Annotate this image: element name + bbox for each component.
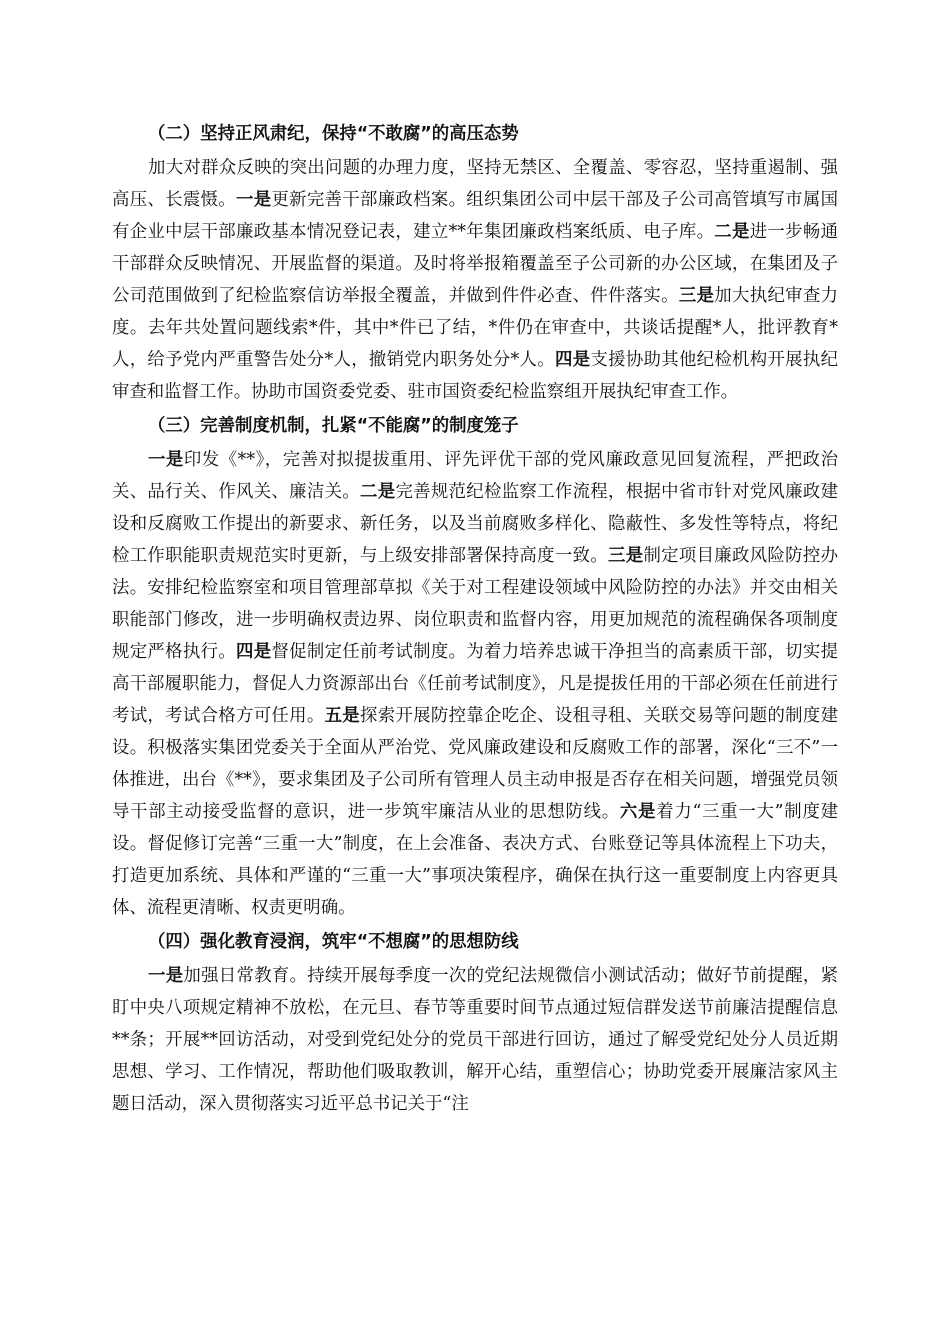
section-heading-3: （三）完善制度机制，扎紧“不能腐”的制度笼子 — [148, 416, 519, 436]
bold-marker: 四是 — [554, 350, 591, 370]
bold-marker: 一是 — [148, 450, 184, 470]
bold-marker: 二是 — [714, 222, 750, 242]
bold-marker: 五是 — [324, 706, 361, 726]
text-run: 更新完善干部廉政档案。组织集团公司中层干部及子公司高管填写市属国有企业中层干部廉政基本情况登记表，建立**年集团廉政档案纸质、电子库。 — [112, 190, 838, 242]
text-run: 支援协助其他纪检机构开展执纪审查和监督工作。协助市国资委党委、驻市国资委纪检监察组开展执纪审查工作。 — [112, 350, 838, 402]
bold-marker: 四是 — [236, 642, 272, 662]
bold-marker: 三是 — [678, 286, 715, 306]
text-run: 督促制定任前考试制度。为着力培养忠诚干净担当的高素质干部，切实提高干部履职能力，督促人力资源部出台《任前考试制度》，凡是提拔任用的干部必须在任前进行考试，考试合格方可任用。 — [112, 642, 838, 726]
text-run: 加大执纪审查力度。去年共处置问题线索*件，其中*件已了结，*件仍在审查中，共谈话提醒*人，批评教育*人，给予党内严重警告处分*人，撤销党内职务处分*人。 — [112, 286, 838, 370]
text-run: 探索开展防控靠企吃企、设租寻租、关联交易等问题的制度建设。积极落实集团党委关于全面从严治党、党风廉政建设和反腐败工作的部署，深化“三不”一体推进，出台《**》，要求集团及子公司所有管理人员主动申报是否存在相关问题，增强党员领导干部主动接受监督的意识，进一步筑牢廉洁从业的思想防线。 — [112, 706, 838, 822]
section-heading-2: （二）坚持正风肃纪，保持“不敢腐”的高压态势 — [148, 124, 519, 144]
text-run: 进一步畅通干部群众反映情况、开展监督的渠道。及时将举报箱覆盖至子公司新的办公区域，在集团及子公司范围做到了纪检监察信访举报全覆盖，并做到件件必查、件件落实。 — [112, 222, 838, 306]
bold-marker: 一是 — [236, 190, 272, 210]
text-run: 加强日常教育。持续开展每季度一次的党纪法规微信小测试活动；做好节前提醒，紧盯中央八项规定精神不放松，在元旦、春节等重要时间节点通过短信群发送节前廉洁提醒信息**条；开展**回访活动，对受到党纪处分的党员干部进行回访，通过了解受党纪处分人员近期思想、学习、工作情况，帮助他们吸取教训，解开心结，重塑信心；协助党委开展廉洁家风主题日活动，深入贯彻落实习近平总书记关于“注 — [112, 966, 838, 1114]
document-page — [112, 118, 838, 1122]
text-run: 印发《**》，完善对拟提拔重用、评先评优干部的党风廉政意见回复流程，严把政治关、品行关、作风关、廉洁关。 — [112, 450, 838, 502]
text-run: 完善规范纪检监察工作流程，根据中省市针对党风廉政建设和反腐败工作提出的新要求、新任务，以及当前腐败多样化、隐蔽性、多发性等特点，将纪检工作职能职责规范实时更新，与上级安排部署保持高度一致。 — [112, 482, 838, 566]
section-heading-4: （四）强化教育浸润，筑牢“不想腐”的思想防线 — [148, 932, 519, 952]
bold-marker: 二是 — [360, 482, 396, 502]
section-paragraph-4 — [112, 960, 838, 1120]
bold-marker: 三是 — [608, 546, 644, 566]
bold-marker: 六是 — [619, 802, 657, 822]
text-run: 加大对群众反映的突出问题的办理力度，坚持无禁区、全覆盖、零容忍，坚持重遏制、强高压、长震慑。 — [112, 158, 838, 210]
bold-marker: 一是 — [148, 966, 184, 986]
text-run: 制定项目廉政风险防控办法。安排纪检监察室和项目管理部草拟《关于对工程建设领域中风险防控的办法》并交由相关职能部门修改，进一步明确权责边界、岗位职责和监督内容，用更加规范的流程确保各项制度规定严格执行。 — [112, 546, 838, 662]
section-paragraph-2 — [112, 152, 838, 408]
section-paragraph-3 — [112, 444, 838, 924]
text-run: 着力“三重一大”制度建设。督促修订完善“三重一大”制度，在上会准备、表决方式、台账登记等具体流程上下功夫，打造更加系统、具体和严谨的“三重一大”事项决策程序，确保在执行这一重要制度上内容更具体、流程更清晰、权责更明确。 — [112, 802, 838, 918]
